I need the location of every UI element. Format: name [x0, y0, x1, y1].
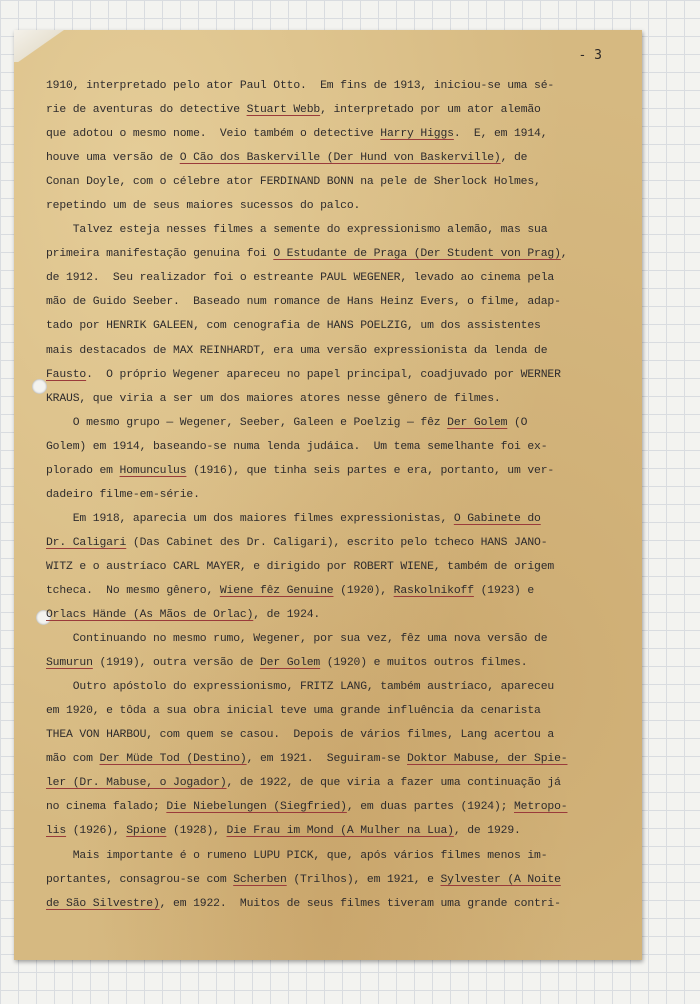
- underlined-title: Der Müde Tod (Destino): [99, 753, 247, 766]
- text-line: [46, 98, 634, 122]
- text-segment: (1923) e: [473, 584, 535, 597]
- text-segment: , de 1924.: [253, 609, 321, 622]
- punch-hole-top: [32, 379, 47, 394]
- text-segment: ,: [560, 248, 568, 261]
- text-line: [46, 339, 634, 363]
- text-segment: (Trilhos), em 1921, e: [286, 873, 441, 886]
- text-line: [46, 747, 634, 771]
- text-segment: rie de aventuras do detective: [46, 104, 247, 117]
- text-segment: Golem) em 1914, baseando-se numa lenda judáica. Um tema semelhante foi ex-: [46, 440, 548, 453]
- text-segment: (1920),: [333, 584, 394, 597]
- underlined-title: Orlacs Hände (As Mãos de Orlac): [46, 609, 254, 622]
- text-segment: (O: [507, 416, 528, 429]
- text-segment: de 1912. Seu realizador foi o estreante PAUL WEGENER, levado ao cinema pela: [46, 272, 555, 285]
- text-line: [46, 603, 634, 627]
- text-line: [46, 723, 634, 747]
- text-segment: . O próprio Wegener apareceu no papel principal, coadjuvado por WERNER: [86, 368, 561, 381]
- text-segment: Conan Doyle, com o célebre ator FERDINAND BONN na pele de Sherlock Holmes,: [46, 176, 541, 189]
- text-segment: (1916), que tinha seis partes e era, portanto, um ver-: [186, 464, 555, 477]
- text-line: [46, 74, 634, 98]
- underlined-title: Dr. Caligari: [46, 536, 127, 549]
- text-segment: , em duas partes (1924);: [346, 801, 514, 814]
- text-segment: (1928),: [166, 825, 227, 838]
- text-line: [46, 699, 634, 723]
- underlined-title: Der Golem: [447, 416, 508, 429]
- text-segment: , interpretado por um ator alemão: [320, 104, 541, 117]
- text-line: [46, 892, 634, 916]
- text-line: [46, 266, 634, 290]
- text-line: [46, 771, 634, 795]
- underlined-title: ler (Dr. Mabuse, o Jogador): [46, 777, 227, 790]
- underlined-title: Wiene fêz Genuine: [219, 584, 334, 597]
- text-segment: houve uma versão de: [46, 152, 180, 165]
- text-segment: em 1920, e tôda a sua obra inicial teve uma grande influência da cenarista: [46, 705, 541, 718]
- text-segment: (Das Cabinet des Dr. Caligari), escrito pelo tcheco HANS JANO-: [126, 536, 548, 549]
- underlined-title: Scherben: [233, 873, 287, 886]
- text-segment: , em 1922. Muitos de seus filmes tiveram uma grande contri-: [159, 897, 561, 910]
- text-line: [46, 411, 634, 435]
- text-segment: Talvez esteja nesses filmes a semente do expressionismo alemão, mas sua: [46, 224, 548, 237]
- text-line: [46, 868, 634, 892]
- text-line: [46, 579, 634, 603]
- text-segment: WITZ e o austríaco CARL MAYER, e dirigido por ROBERT WIENE, também de origem: [46, 560, 555, 573]
- text-segment: portantes, consagrou-se com: [46, 873, 234, 886]
- text-line: [46, 122, 634, 146]
- underlined-title: O Estudante de Praga (Der Student von Prag): [273, 248, 561, 261]
- text-segment: tado por HENRIK GALEEN, com cenografia de HANS POELZIG, um dos assistentes: [46, 320, 541, 333]
- text-segment: (1919), outra versão de: [92, 657, 260, 670]
- text-segment: (1926),: [66, 825, 127, 838]
- text-line: [46, 194, 634, 218]
- text-line: [46, 170, 634, 194]
- text-line: [46, 555, 634, 579]
- text-segment: . E, em 1914,: [453, 128, 548, 141]
- text-segment: Mais importante é o rumeno LUPU PICK, que, após vários filmes menos im-: [46, 849, 548, 862]
- underlined-title: Stuart Webb: [246, 104, 321, 117]
- text-segment: THEA VON HARBOU, com quem se casou. Depois de vários filmes, Lang acertou a: [46, 729, 555, 742]
- text-segment: repetindo um de seus maiores sucessos do palco.: [46, 200, 361, 213]
- underlined-title: Doktor Mabuse, der Spie-: [407, 753, 568, 766]
- text-line: [46, 651, 634, 675]
- text-segment: Em 1918, aparecia um dos maiores filmes expressionistas,: [46, 512, 454, 525]
- text-segment: 1910, interpretado pelo ator Paul Otto. Em fins de 1913, iniciou-se uma sé-: [46, 80, 555, 92]
- text-line: [46, 435, 634, 459]
- underlined-title: Raskolnikoff: [393, 584, 474, 597]
- text-line: [46, 242, 634, 266]
- text-line: [46, 819, 634, 843]
- text-line: [46, 290, 634, 314]
- underlined-title: Der Golem: [259, 657, 321, 670]
- underlined-title: de São Silvestre): [46, 897, 160, 910]
- underlined-title: Spione: [126, 825, 167, 838]
- text-line: [46, 387, 634, 411]
- text-segment: KRAUS, que viria a ser um dos maiores atores nesse gênero de filmes.: [46, 392, 501, 405]
- text-line: [46, 483, 634, 507]
- text-line: [46, 363, 634, 387]
- text-segment: mão com: [46, 753, 100, 766]
- text-segment: , de 1929.: [453, 825, 521, 838]
- text-segment: O mesmo grupo — Wegener, Seeber, Galeen e Poelzig — fêz: [46, 416, 448, 429]
- text-segment: dadeiro filme-em-série.: [46, 488, 200, 501]
- underlined-title: lis: [46, 825, 67, 838]
- text-line: [46, 675, 634, 699]
- text-segment: mão de Guido Seeber. Baseado num romance de Hans Heinz Evers, o filme, adap-: [46, 296, 561, 309]
- text-line: [46, 627, 634, 651]
- text-segment: Outro apóstolo do expressionismo, FRITZ LANG, também austríaco, apareceu: [46, 681, 555, 694]
- underlined-title: O Cão dos Baskerville (Der Hund von Baskerville): [179, 152, 501, 165]
- text-line: [46, 146, 634, 170]
- underlined-title: Homunculus: [119, 464, 187, 477]
- text-segment: plorado em: [46, 464, 120, 477]
- text-segment: , de 1922, de que viria a fazer uma continuação já: [226, 777, 561, 790]
- page-number: - 3: [578, 48, 602, 63]
- text-line: [46, 459, 634, 483]
- document-page: [14, 30, 642, 960]
- underlined-title: Fausto: [46, 368, 87, 381]
- underlined-title: Die Frau im Mond (A Mulher na Lua): [226, 825, 454, 838]
- text-segment: (1920) e muitos outros filmes.: [320, 657, 528, 670]
- text-segment: no cinema falado;: [46, 801, 167, 814]
- text-segment: mais destacados de MAX REINHARDT, era uma versão expressionista da lenda de: [46, 344, 548, 357]
- text-line: [46, 795, 634, 819]
- text-line: [46, 507, 634, 531]
- text-line: [46, 844, 634, 868]
- underlined-title: Sumurun: [46, 657, 93, 670]
- underlined-title: O Gabinete do: [453, 512, 541, 525]
- underlined-title: Die Niebelungen (Siegfried): [166, 801, 347, 814]
- text-segment: primeira manifestação genuina foi: [46, 248, 274, 261]
- text-line: [46, 531, 634, 555]
- text-line: [46, 314, 634, 338]
- text-segment: tcheca. No mesmo gênero,: [46, 584, 220, 597]
- text-line: [46, 218, 634, 242]
- underlined-title: Metropo-: [514, 801, 568, 814]
- text-segment: que adotou o mesmo nome. Veio também o detective: [46, 128, 381, 141]
- text-segment: , de: [500, 152, 528, 165]
- typed-body-text: [46, 74, 634, 916]
- underlined-title: Sylvester (A Noite: [440, 873, 561, 886]
- text-segment: Continuando no mesmo rumo, Wegener, por sua vez, fêz uma nova versão de: [46, 633, 548, 646]
- text-segment: , em 1921. Seguiram-se: [246, 753, 408, 766]
- underlined-title: Harry Higgs: [380, 128, 454, 141]
